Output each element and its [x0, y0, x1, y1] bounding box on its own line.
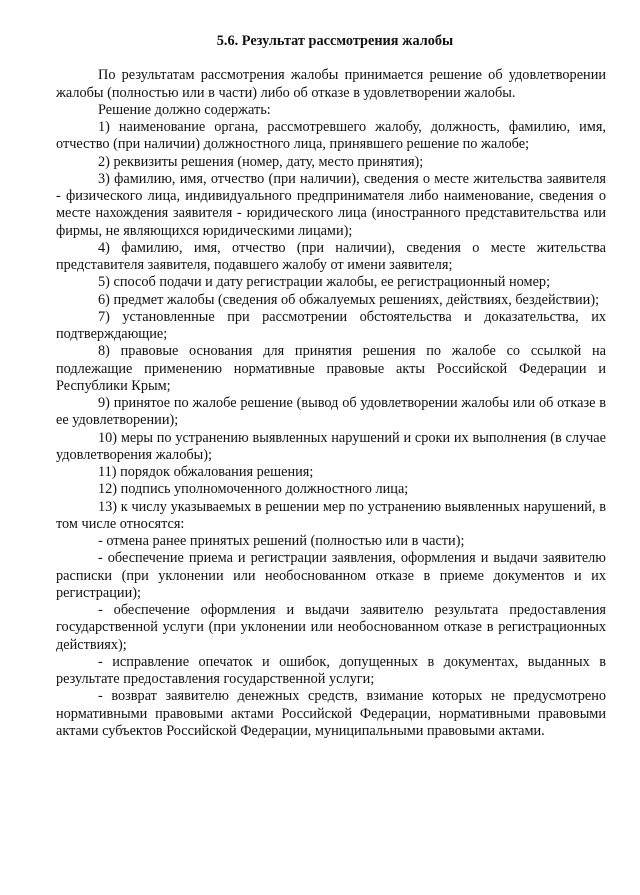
- list-item: 9) принятое по жалобе решение (вывод об удовлетворении жалобы или об отказе в ее удовлетворении);: [56, 395, 606, 429]
- list-item: 4) фамилию, имя, отчество (при наличии), сведения о месте жительства представителя заявителя, подавшего жалобу от имени заявителя;: [56, 239, 606, 273]
- list-item: 1) наименование органа, рассмотревшего жалобу, должность, фамилию, имя, отчество (при наличии) должностного лица, принявшего решение по жалобе;: [56, 119, 606, 153]
- list-item: 12) подпись уполномоченного должностного лица;: [98, 481, 409, 498]
- list-item: 13) к числу указываемых в решении мер по устранению выявленных нарушений, в том числе относятся:: [56, 498, 606, 532]
- list-item: 3) фамилию, имя, отчество (при наличии), сведения о месте жительства заявителя - физического лица, индивидуального предпринимателя либо наименование, сведения о месте нахождения заявителя - юридического лица (иностранного представительства или фирмы, не являющихся юридическими лицами);: [56, 170, 606, 239]
- list-item: 2) реквизиты решения (номер, дату, место принятия);: [98, 153, 424, 170]
- sub-list-item: - обеспечение приема и регистрации заявления, оформления и выдачи заявителю расписки (при уклонении или необоснованном отказе в приеме документов и их регистрации);: [56, 550, 606, 601]
- paragraph: Решение должно содержать:: [98, 101, 271, 118]
- list-item: 11) порядок обжалования решения;: [98, 464, 314, 480]
- list-item: 8) правовые основания для принятия решения по жалобе со ссылкой на подлежащие применению нормативные правовые акты Российской Федерации и Республики Крым;: [56, 343, 606, 394]
- section-title: 5.6. Результат рассмотрения жалобы: [216, 33, 454, 49]
- sub-list-item: - отмена ранее принятых решений (полностью или в части);: [98, 533, 465, 549]
- document-page: [56, 33, 606, 740]
- list-item: 5) способ подачи и дату регистрации жалобы, ее регистрационный номер;: [98, 274, 551, 291]
- list-item: 7) установленные при рассмотрении обстоятельства и доказательства, их подтверждающие;: [56, 308, 606, 342]
- list-item: 10) меры по устранению выявленных нарушений и сроки их выполнения (в случае удовлетворения жалобы);: [56, 429, 606, 463]
- list-item: 6) предмет жалобы (сведения об обжалуемых решениях, действиях, бездействии);: [98, 291, 600, 308]
- sub-list-item: - исправление опечаток и ошибок, допущенных в документах, выданных в результате предоставления государственной услуги;: [56, 653, 606, 687]
- paragraph: По результатам рассмотрения жалобы принимается решение об удовлетворении жалобы (полностью или в части) либо об отказе в удовлетворении жалобы.: [56, 67, 606, 101]
- sub-list-item: - возврат заявителю денежных средств, взимание которых не предусмотрено нормативными правовыми актами Российской Федерации, нормативными правовыми актами субъектов Российской Федерации, муниципальными правовыми актами.: [56, 688, 606, 739]
- sub-list-item: - обеспечение оформления и выдачи заявителю результата предоставления государственной услуги (при уклонении или необоснованном отказе в регистрационных действиях);: [56, 602, 606, 653]
